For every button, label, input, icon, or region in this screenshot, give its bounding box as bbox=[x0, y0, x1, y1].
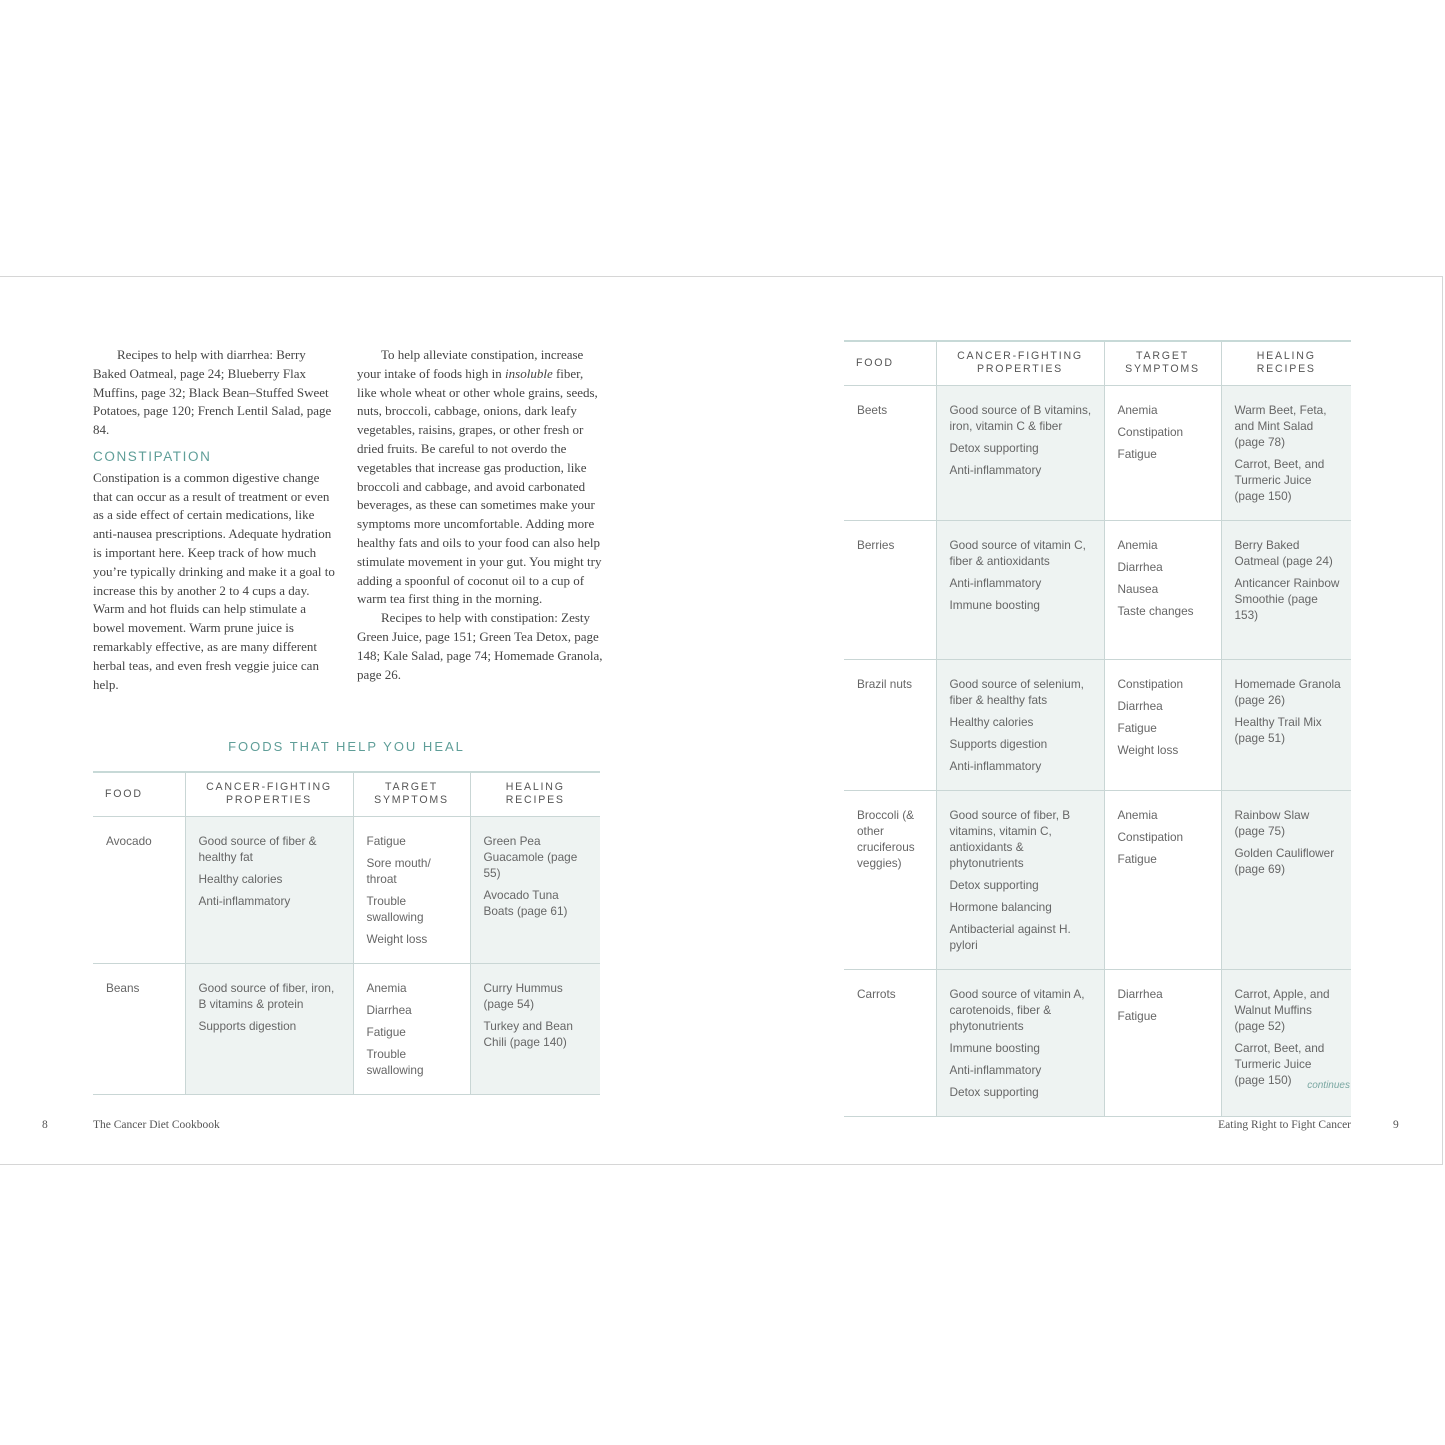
symptoms-cell bbox=[353, 816, 470, 963]
recipes-cell bbox=[1221, 790, 1351, 969]
recipes-cell bbox=[470, 816, 600, 963]
cell-item: Fatigue bbox=[1117, 720, 1157, 735]
food-cell: Beets bbox=[844, 385, 936, 520]
alleviate-constipation-paragraph: To help alleviate constipation, increase your intake of foods high in insoluble fiber, like whole wheat or other whole grains, seeds, nuts, broccoli, cabbage, onions, dark leafy vegetables, raisins, grapes, or other fresh or dried fruits. Be careful to not overdo the vegetables that increase gas production, like broccoli and cabbage, and avoid carbonated beverages, as these can sometimes make your symptoms more uncomfortable. Adding more healthy fats and oils to your food can also help stimulate movement in your gut. You might try adding a spoonful of coconut oil to a cup of warm tea first thing in the morning. bbox=[357, 347, 602, 607]
cell-item: Golden Cauliflower (page 69) bbox=[1234, 845, 1335, 876]
recipes-cell bbox=[1221, 969, 1351, 1116]
properties-cell bbox=[936, 385, 1104, 520]
cell-item: Good source of fiber, iron, B vitamins & protein bbox=[198, 980, 335, 1011]
food-cell: Avocado bbox=[93, 816, 185, 963]
cell-item: Good source of vitamin C, fiber & antioxidants bbox=[949, 537, 1086, 568]
cell-item: Immune boosting bbox=[949, 597, 1040, 612]
header-food: FOOD bbox=[844, 341, 936, 385]
cell-item: Anti-inflammatory bbox=[949, 462, 1042, 477]
cell-item: Anti-inflammatory bbox=[949, 575, 1042, 590]
cell-item: Trouble swallowing bbox=[366, 1046, 424, 1077]
cell-item: Immune boosting bbox=[949, 1040, 1040, 1055]
header-symptoms: TARGET SYMPTOMS bbox=[353, 772, 470, 816]
cell-item: Fatigue bbox=[1117, 1008, 1157, 1023]
cell-item: Good source of selenium, fiber & healthy fats bbox=[949, 676, 1084, 707]
cell-item: Sore mouth/ throat bbox=[366, 855, 431, 886]
cell-item: Healthy Trail Mix (page 51) bbox=[1234, 714, 1322, 745]
cell-item: Hormone balancing bbox=[949, 899, 1052, 914]
properties-cell bbox=[936, 969, 1104, 1116]
cell-item: Anti-inflammatory bbox=[949, 758, 1042, 773]
table-row bbox=[93, 963, 600, 1094]
cell-item: Healthy calories bbox=[198, 871, 283, 886]
cell-item: Turkey and Bean Chili (page 140) bbox=[483, 1018, 573, 1049]
cell-item: Green Pea Guacamole (page 55) bbox=[483, 833, 578, 880]
constipation-heading: CONSTIPATION bbox=[93, 448, 212, 464]
cell-item: Anemia bbox=[1117, 807, 1158, 822]
left-foods-table bbox=[93, 771, 600, 1095]
table-row bbox=[844, 659, 1351, 790]
symptoms-cell bbox=[1104, 385, 1221, 520]
cell-item: Nausea bbox=[1117, 581, 1159, 596]
cell-item: Detox supporting bbox=[949, 877, 1039, 892]
continues-label: continues bbox=[1307, 1080, 1350, 1091]
right-running-title: Eating Right to Fight Cancer bbox=[1218, 1119, 1351, 1131]
header-recipes: HEALING RECIPES bbox=[1221, 341, 1351, 385]
header-properties: CANCER-FIGHTING PROPERTIES bbox=[185, 772, 353, 816]
header-properties: CANCER-FIGHTING PROPERTIES bbox=[936, 341, 1104, 385]
properties-cell bbox=[185, 963, 353, 1094]
left-page-number: 8 bbox=[42, 1119, 48, 1131]
insoluble-emphasis: insoluble bbox=[505, 365, 553, 381]
recipes-cell bbox=[1221, 385, 1351, 520]
cell-item: Anemia bbox=[1117, 537, 1158, 552]
cell-item: Antibacterial against H. pylori bbox=[949, 921, 1071, 952]
left-column-1 bbox=[93, 346, 340, 694]
table-row bbox=[844, 969, 1351, 1116]
cell-item: Anemia bbox=[1117, 402, 1158, 417]
cell-item: Healthy calories bbox=[949, 714, 1034, 729]
cell-item: Detox supporting bbox=[949, 440, 1039, 455]
cell-item: Trouble swallowing bbox=[366, 893, 424, 924]
food-cell: Berries bbox=[844, 520, 936, 659]
constipation-recipes-paragraph: Recipes to help with constipation: Zesty Green Juice, page 151; Green Tea Detox, page 148; Kale Salad, page 74; Homemade Granola, page 26. bbox=[357, 610, 603, 682]
cell-item: Anti-inflammatory bbox=[949, 1062, 1042, 1077]
diarrhea-recipes-paragraph: Recipes to help with diarrhea: Berry Baked Oatmeal, page 24; Blueberry Flax Muffins, page 32; Black Bean–Stuffed Sweet Potatoes, page 120; French Lentil Salad, page 84. bbox=[93, 347, 332, 438]
right-foods-table bbox=[844, 340, 1351, 1117]
cell-item: Fatigue bbox=[366, 1024, 406, 1039]
header-recipes: HEALING RECIPES bbox=[470, 772, 600, 816]
left-running-title: The Cancer Diet Cookbook bbox=[93, 1119, 220, 1131]
symptoms-cell bbox=[1104, 969, 1221, 1116]
cell-item: Supports digestion bbox=[949, 736, 1048, 751]
cell-item: Carrot, Beet, and Turmeric Juice (page 150) bbox=[1234, 456, 1325, 503]
right-page-number: 9 bbox=[1393, 1119, 1399, 1131]
table-row bbox=[844, 520, 1351, 659]
table-title: FOODS THAT HELP YOU HEAL bbox=[228, 739, 465, 754]
cell-item: Diarrhea bbox=[1117, 698, 1163, 713]
properties-cell bbox=[185, 816, 353, 963]
cell-item: Weight loss bbox=[366, 931, 428, 946]
cell-item: Anti-inflammatory bbox=[198, 893, 291, 908]
header-food: FOOD bbox=[93, 772, 185, 816]
cell-item: Curry Hummus (page 54) bbox=[483, 980, 563, 1011]
symptoms-cell bbox=[1104, 659, 1221, 790]
table-row bbox=[844, 790, 1351, 969]
cell-item: Anticancer Rainbow Smoothie (page 153) bbox=[1234, 575, 1340, 622]
cell-item: Constipation bbox=[1117, 676, 1184, 691]
cell-item: Good source of fiber, B vitamins, vitamin C, antioxidants & phytonutrients bbox=[949, 807, 1071, 870]
table-row bbox=[844, 385, 1351, 520]
symptoms-cell bbox=[353, 963, 470, 1094]
food-cell: Broccoli (& other cruciferous veggies) bbox=[844, 790, 936, 969]
cell-item: Warm Beet, Feta, and Mint Salad (page 78) bbox=[1234, 402, 1327, 449]
cell-item: Diarrhea bbox=[366, 1002, 412, 1017]
symptoms-cell bbox=[1104, 520, 1221, 659]
cell-item: Carrot, Apple, and Walnut Muffins (page 52) bbox=[1234, 986, 1330, 1033]
cell-item: Anemia bbox=[366, 980, 407, 995]
cell-item: Good source of fiber & healthy fat bbox=[198, 833, 317, 864]
recipes-cell bbox=[1221, 520, 1351, 659]
cell-item: Taste changes bbox=[1117, 603, 1194, 618]
cell-item: Supports digestion bbox=[198, 1018, 297, 1033]
food-cell: Beans bbox=[93, 963, 185, 1094]
cell-item: Good source of B vitamins, iron, vitamin C & fiber bbox=[949, 402, 1092, 433]
cell-item: Fatigue bbox=[1117, 446, 1157, 461]
constipation-paragraph: Constipation is a common digestive change that can occur as a result of treatment or even as a side effect of certain medications, like anti-nausea prescriptions. Adequate hydration is important here. Keep track of how much you’re typically drinking and make it a goal to increase this by another 2 to 4 cups a day. Warm and hot fluids can help stimulate a bowel movement. Warm prune juice is remarkably effective, as are many different herbal teas, and even fresh veggie juice can help. bbox=[93, 469, 335, 692]
cell-item: Diarrhea bbox=[1117, 559, 1163, 574]
recipes-cell bbox=[470, 963, 600, 1094]
cell-item: Diarrhea bbox=[1117, 986, 1163, 1001]
cell-item: Detox supporting bbox=[949, 1084, 1039, 1099]
cell-item: Constipation bbox=[1117, 424, 1184, 439]
header-symptoms: TARGET SYMPTOMS bbox=[1104, 341, 1221, 385]
cell-item: Carrot, Beet, and Turmeric Juice (page 150) bbox=[1234, 1040, 1325, 1087]
properties-cell bbox=[936, 659, 1104, 790]
cell-item: Fatigue bbox=[366, 833, 406, 848]
cell-item: Berry Baked Oatmeal (page 24) bbox=[1234, 537, 1333, 568]
table-row bbox=[93, 816, 600, 963]
recipes-cell bbox=[1221, 659, 1351, 790]
cell-item: Avocado Tuna Boats (page 61) bbox=[483, 887, 568, 918]
cell-item: Rainbow Slaw (page 75) bbox=[1234, 807, 1310, 838]
symptoms-cell bbox=[1104, 790, 1221, 969]
properties-cell bbox=[936, 520, 1104, 659]
food-cell: Brazil nuts bbox=[844, 659, 936, 790]
cell-item: Homemade Granola (page 26) bbox=[1234, 676, 1341, 707]
cell-item: Good source of vitamin A, carotenoids, fiber & phytonutrients bbox=[949, 986, 1085, 1033]
cell-item: Fatigue bbox=[1117, 851, 1157, 866]
properties-cell bbox=[936, 790, 1104, 969]
cell-item: Weight loss bbox=[1117, 742, 1179, 757]
cell-item: Constipation bbox=[1117, 829, 1184, 844]
left-column-2 bbox=[357, 346, 603, 684]
food-cell: Carrots bbox=[844, 969, 936, 1116]
